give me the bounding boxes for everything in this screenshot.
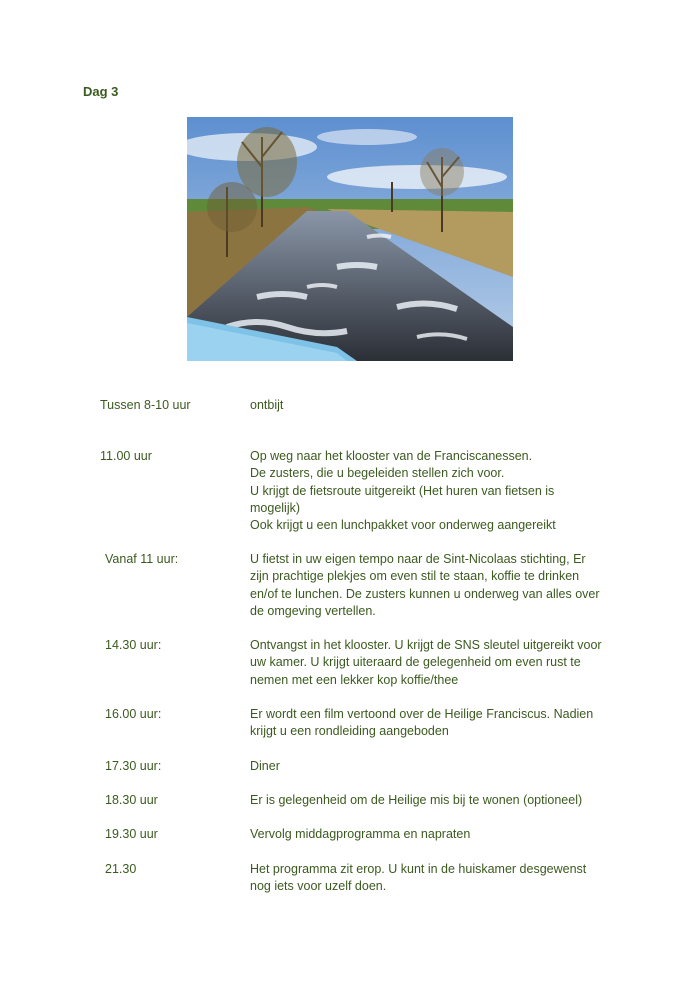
schedule-time: Vanaf 11 uur:	[105, 552, 179, 566]
description-line: de omgeving vertellen.	[250, 603, 376, 618]
schedule-description	[250, 397, 630, 414]
description-line: Er wordt een film vertoond over de Heilige Franciscus. Nadien	[250, 707, 594, 721]
day-heading: Dag 3	[83, 84, 119, 99]
description-line: ontbijt	[250, 398, 284, 412]
description-line: nog iets voor uzelf doen.	[250, 879, 387, 894]
schedule-time: Tussen 8-10 uur	[100, 398, 191, 412]
schedule-time: 21.30	[105, 862, 137, 876]
description-line: U fietst in uw eigen tempo naar de Sint-Nicolaas stichting, Er	[250, 552, 586, 566]
schedule-time: 19.30 uur	[105, 827, 158, 841]
description-line: en/of te lunchen. De zusters kunnen u onderweg van alles over	[250, 586, 600, 601]
schedule-description	[250, 551, 630, 620]
schedule-description	[250, 758, 630, 775]
schedule-description	[250, 861, 630, 896]
description-line: nemen met een lekker kop koffie/thee	[250, 672, 459, 687]
schedule-time: 16.00 uur:	[105, 707, 162, 721]
schedule-description	[250, 448, 630, 534]
schedule-time: 17.30 uur:	[105, 759, 162, 773]
schedule-description	[250, 637, 630, 689]
description-line: uw kamer. U krijgt uiteraard de gelegenheid om even rust te	[250, 655, 581, 670]
schedule-time: 14.30 uur:	[105, 638, 162, 652]
description-line: zijn prachtige plekjes om even stil te staan, koffie te drinken	[250, 569, 580, 584]
description-line: Ontvangst in het klooster. U krijgt de SNS sleutel uitgereikt voor	[250, 638, 602, 652]
description-line: mogelijk)	[250, 500, 301, 515]
description-line: krijgt u een rondleiding aangeboden	[250, 724, 449, 739]
schedule-time: 18.30 uur	[105, 793, 158, 807]
schedule-time: 11.00 uur	[100, 449, 152, 463]
description-line: Het programma zit erop. U kunt in de huiskamer desgewenst	[250, 862, 587, 876]
description-line: Ook krijgt u een lunchpakket voor onderweg aangereikt	[250, 518, 556, 533]
description-line: Op weg naar het klooster van de Franciscanessen.	[250, 449, 533, 463]
schedule-description	[250, 706, 630, 741]
canal-landscape-photo	[187, 117, 513, 361]
schedule-description	[250, 792, 630, 809]
description-line: Er is gelegenheid om de Heilige mis bij te wonen (optioneel)	[250, 793, 583, 807]
description-line: De zusters, die u begeleiden stellen zich voor.	[250, 466, 505, 481]
description-line: U krijgt de fietsroute uitgereikt (Het huren van fietsen is	[250, 483, 555, 498]
description-line: Diner	[250, 759, 280, 773]
schedule-description	[250, 826, 630, 843]
description-line: Vervolg middagprogramma en napraten	[250, 827, 471, 841]
